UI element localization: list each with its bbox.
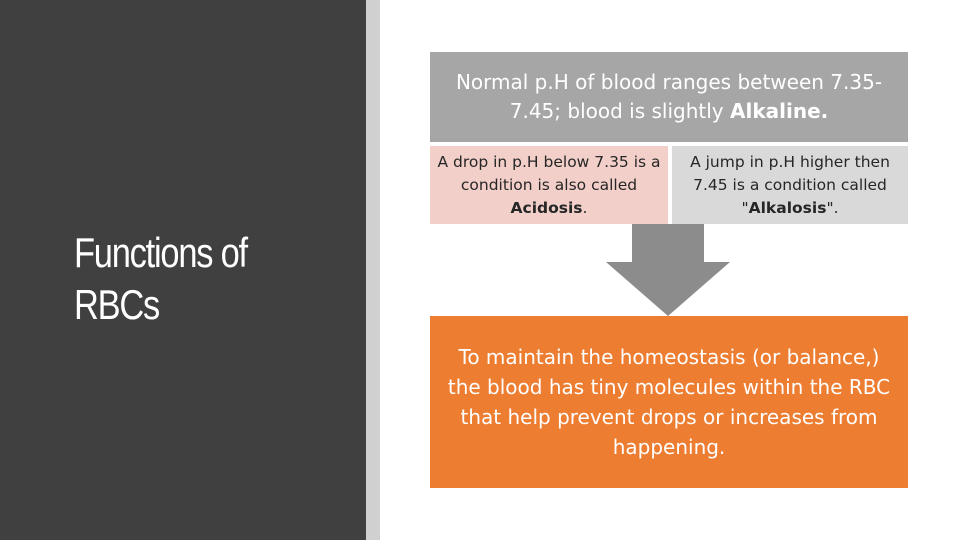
acidosis-text-body: A drop in p.H below 7.35 is a condition is also called	[437, 152, 661, 194]
alkalosis-bold: Alkalosis	[748, 198, 827, 217]
down-arrow-shape	[606, 224, 730, 316]
acidosis-bold: Acidosis	[510, 198, 583, 217]
homeostasis-text: To maintain the homeostasis (or balance,) the blood has tiny molecules within the RBC that help prevent drops or increases from happening.	[447, 345, 891, 459]
normal-ph-text-body: Normal p.H of blood ranges between 7.35-7.45; blood is slightly	[455, 70, 883, 123]
acidosis-suffix: .	[582, 198, 588, 217]
homeostasis-box	[430, 316, 908, 488]
slide-title: Functions of RBCs	[74, 229, 247, 328]
alkalosis-text-body: A jump in p.H higher then 7.45 is a condition called "	[690, 152, 890, 217]
normal-ph-bold: Alkaline.	[729, 99, 829, 123]
alkalosis-suffix: ".	[826, 198, 839, 217]
